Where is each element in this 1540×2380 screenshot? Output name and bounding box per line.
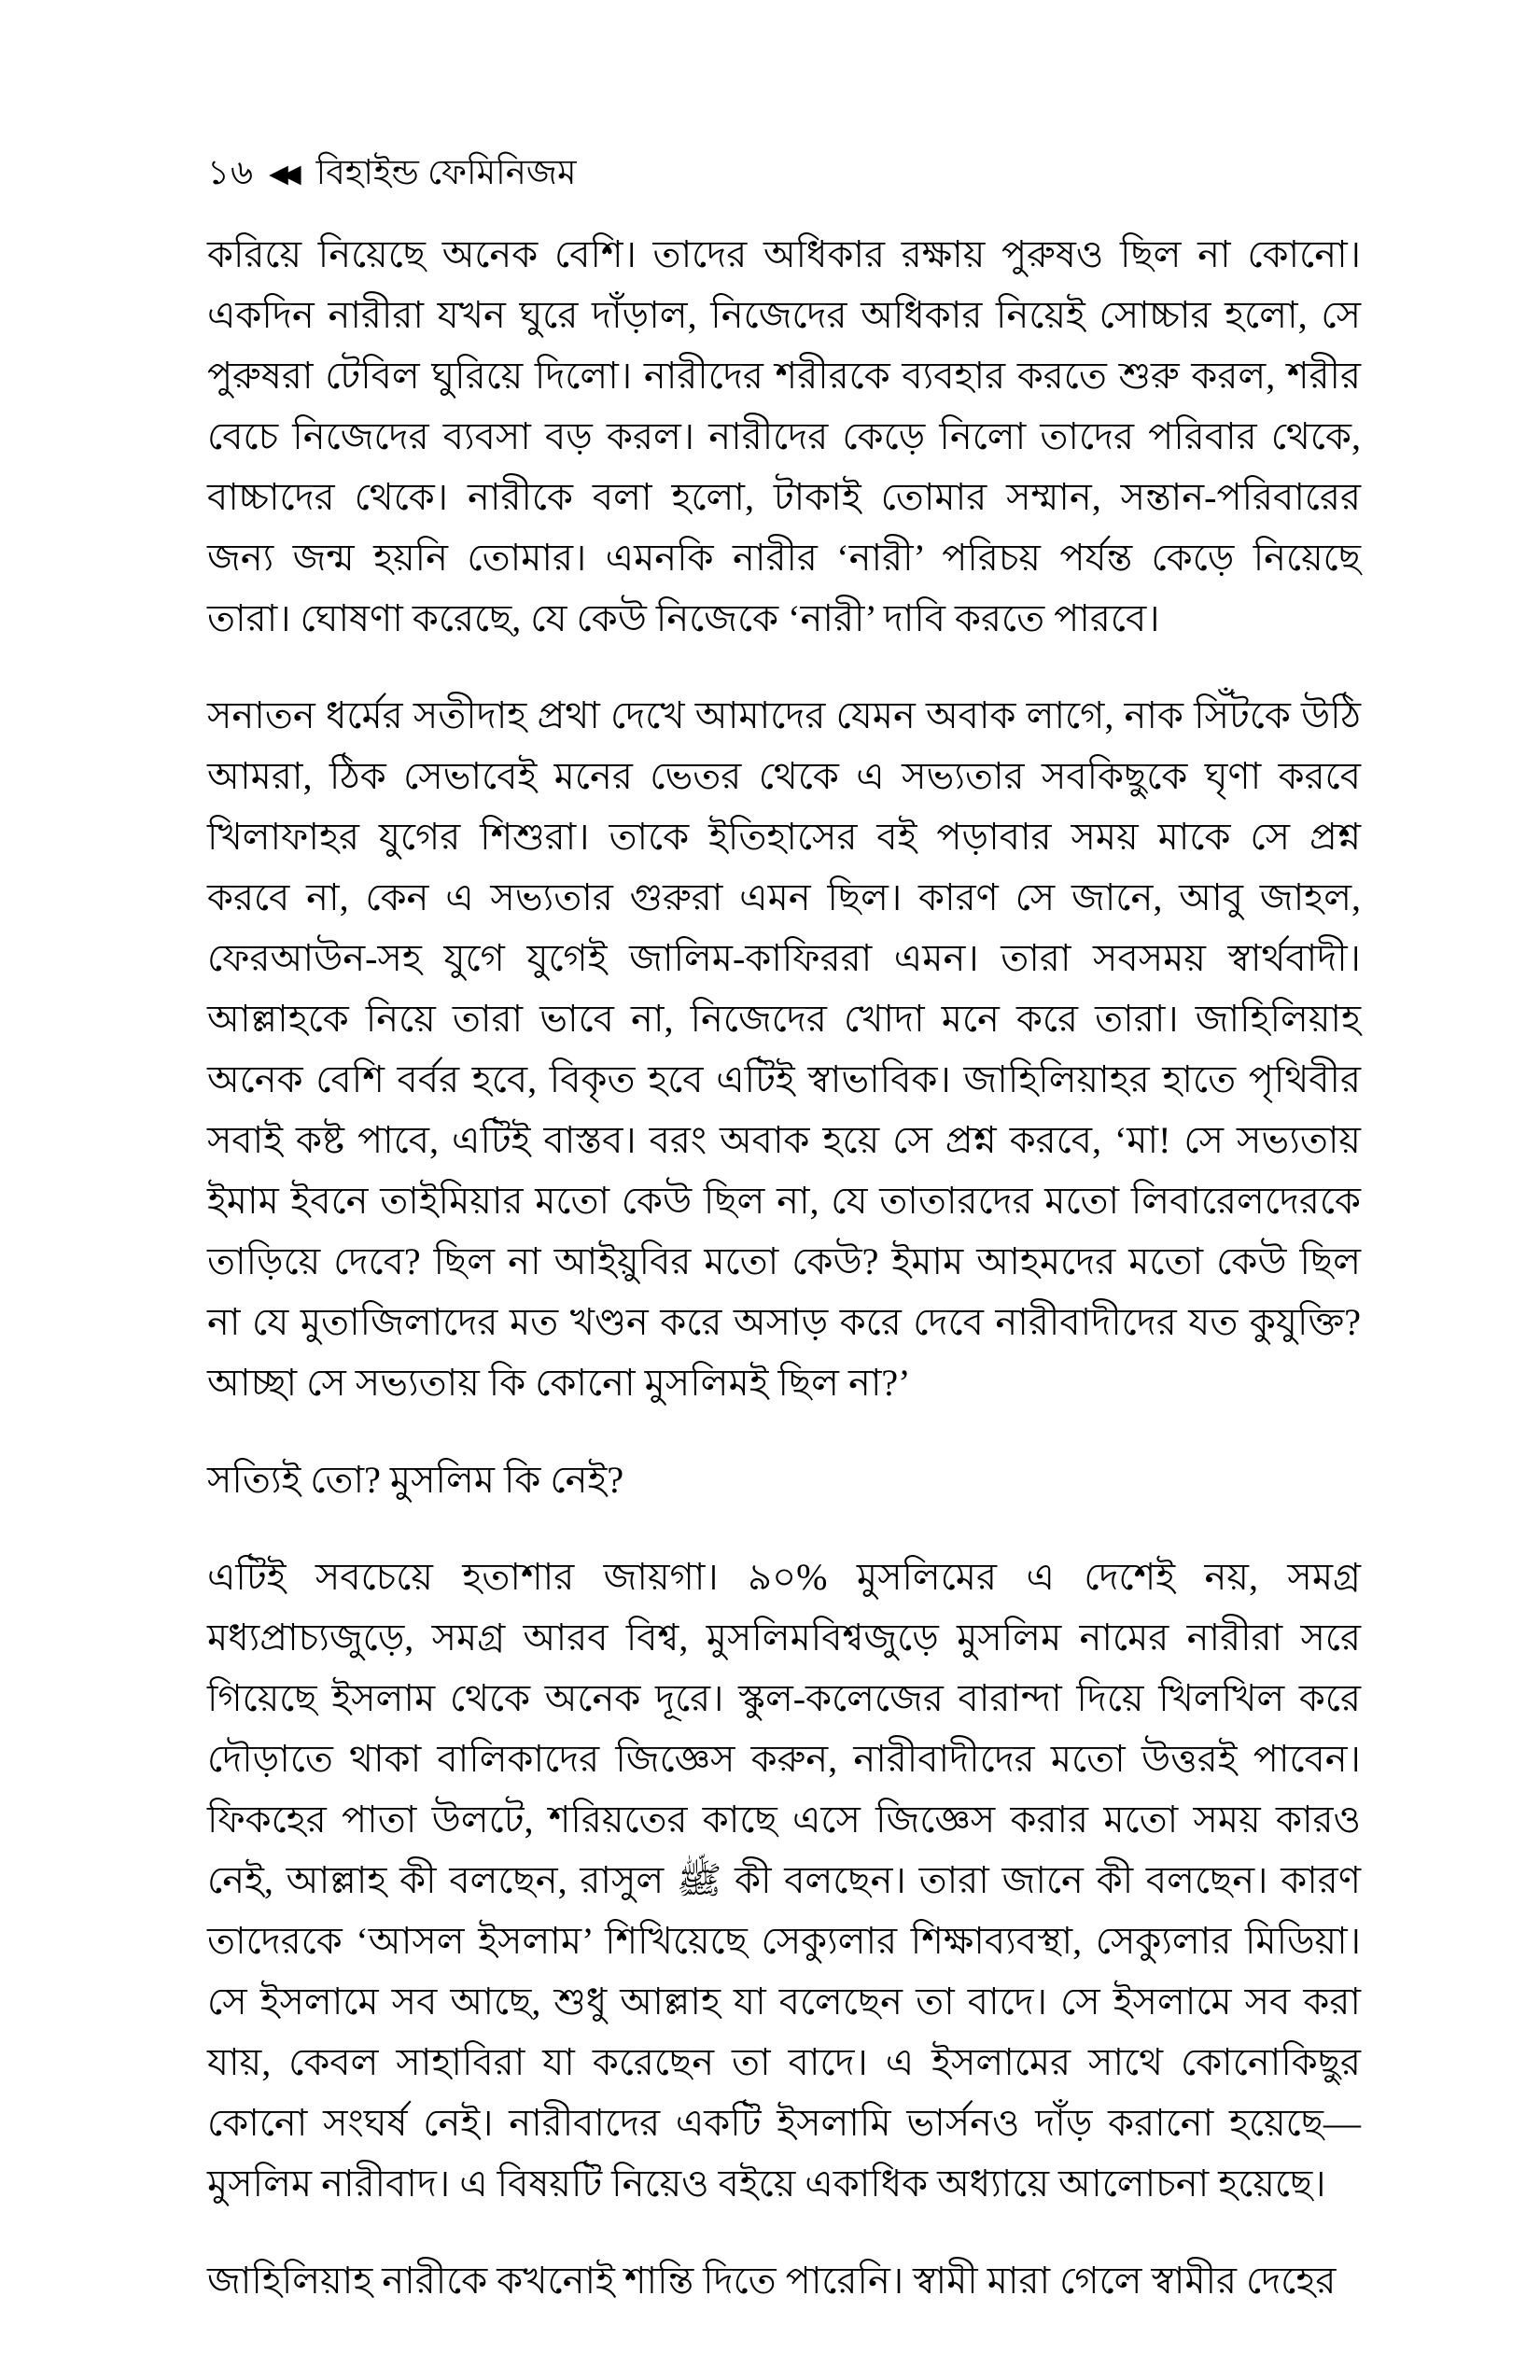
text-line: ফেরআউন-সহ যুগে যুগেই জালিম-কাফিররা এমন। তারা সবসময় স্বার্থবাদী। (207, 937, 1361, 979)
text-line: দৌড়াতে থাকা বালিকাদের জিজ্ঞেস করুন, নারীবাদীদের মতো উত্তরই পাবেন। (207, 1738, 1361, 1780)
text-line: মুসলিম নারীবাদ। এ বিষয়টি নিয়েও বইয়ে একাধিক অধ্যায়ে আলোচনা হয়েছে। (207, 2163, 1326, 2205)
text-line: তাড়িয়ে দেবে? ছিল না আইয়ুবির মতো কেউ? ইমাম আহমদের মতো কেউ ছিল (207, 1240, 1361, 1282)
text-line: তারা। ঘোষণা করেছে, যে কেউ নিজেকে ‘নারী’ দাবি করতে পারবে। (207, 597, 1160, 639)
text-line: কোনো সংঘর্ষ নেই। নারীবাদের একটি ইসলামি ভার্সনও দাঁড় করানো হয়েছে— (207, 2102, 1361, 2144)
text-line: নেই, আল্লাহ কী বলছেন, রাসুল ﷺ কী বলছেন। তারা জানে কী বলছেন। কারণ (207, 1859, 1362, 1901)
paragraph (207, 1449, 1361, 1510)
text-line: আচ্ছা সে সভ্যতায় কি কোনো মুসলিমই ছিল না?’ (207, 1362, 911, 1404)
text-line: বাচ্চাদের থেকে। নারীকে বলা হলো, টাকাই তোমার সম্মান, সন্তান-পরিবারের (207, 476, 1361, 518)
text-line: ফিকহের পাতা উলটে, শরিয়তের কাছে এসে জিজ্ঞেস করার মতো সময় কারও (207, 1799, 1361, 1841)
text-line: এটিই সবচেয়ে হতাশার জায়গা। ৯০% মুসলিমের এ দেশেই নয়, সমগ্র (207, 1556, 1361, 1598)
text-line: পুরুষরা টেবিল ঘুরিয়ে দিলো। নারীদের শরীরকে ব্যবহার করতে শুরু করল, শরীর (207, 355, 1361, 397)
page-number: ১৬ (207, 154, 255, 192)
text-line: আল্লাহকে নিয়ে তারা ভাবে না, নিজেদের খোদা মনে করে তারা। জাহিলিয়াহ (207, 998, 1361, 1040)
text-line: সে ইসলামে সব আছে, শুধু আল্লাহ যা বলেছেন তা বাদে। সে ইসলামে সব করা (207, 1981, 1361, 2023)
text-line: ইমাম ইবনে তাইমিয়ার মতো কেউ ছিল না, যে তাতারদের মতো লিবারেলদেরকে (207, 1180, 1361, 1222)
paragraph (207, 685, 1361, 1413)
text-line: খিলাফাহর যুগের শিশুরা। তাকে ইতিহাসের বই পড়াবার সময় মাকে সে প্রশ্ন (207, 816, 1361, 858)
text-line: বেচে নিজেদের ব্যবসা বড় করল। নারীদের কেড়ে নিলো তাদের পরিবার থেকে, (207, 415, 1361, 457)
text-line: করিয়ে নিয়েছে অনেক বেশি। তাদের অধিকার রক্ষায় পুরুষও ছিল না কোনো। (207, 233, 1361, 275)
paragraph (207, 224, 1361, 649)
text-line: অনেক বেশি বর্বর হবে, বিকৃত হবে এটিই স্বাভাবিক। জাহিলিয়াহর হাতে পৃথিবীর (207, 1058, 1361, 1100)
paragraph (207, 1547, 1361, 2214)
page-body (207, 224, 1361, 2347)
text-line: একদিন নারীরা যখন ঘুরে দাঁড়াল, নিজেদের অধিকার নিয়েই সোচ্চার হলো, সে (207, 294, 1361, 336)
text-line: মধ্যপ্রাচ্যজুড়ে, সমগ্র আরব বিশ্ব, মুসলিমবিশ্বজুড়ে মুসলিম নামের নারীরা সরে (207, 1617, 1361, 1659)
text-line: গিয়েছে ইসলাম থেকে অনেক দূরে। স্কুল-কলেজের বারান্দা দিয়ে খিলখিল করে (207, 1677, 1361, 1719)
text-line: তাদেরকে ‘আসল ইসলাম’ শিখিয়েছে সেক্যুলার শিক্ষাব্যবস্থা, সেক্যুলার মিডিয়া। (207, 1920, 1361, 1962)
page-header (207, 149, 1361, 200)
book-title: বিহাইন্ড ফেমিনিজম (315, 154, 577, 192)
text-line: সত্যিই তো? মুসলিম কি নেই? (207, 1459, 624, 1501)
text-line: সবাই কষ্ট পাবে, এটিই বাস্তব। বরং অবাক হয়ে সে প্রশ্ন করবে, ‘মা! সে সভ্যতায় (207, 1119, 1361, 1161)
text-line: আমরা, ঠিক সেভাবেই মনের ভেতর থেকে এ সভ্যতার সবকিছুকে ঘৃণা করবে (207, 755, 1361, 797)
text-line: করবে না, কেন এ সভ্যতার গুরুরা এমন ছিল। কারণ সে জানে, আবু জাহল, (207, 876, 1361, 918)
text-line: না যে মুতাজিলাদের মত খণ্ডন করে অসাড় করে দেবে নারীবাদীদের যত কুযুক্তি? (207, 1301, 1361, 1343)
text-line: জন্য জন্ম হয়নি তোমার। এমনকি নারীর ‘নারী’ পরিচয় পর্যন্ত কেড়ে নিয়েছে (207, 537, 1361, 579)
text-line: যায়, কেবল সাহাবিরা যা করেছেন তা বাদে। এ ইসলামের সাথে কোনোকিছুর (207, 2041, 1361, 2083)
paragraph (207, 2250, 1361, 2311)
double-left-triangle-icon: ◀◀ (269, 160, 295, 188)
text-line: সনাতন ধর্মের সতীদাহ প্রথা দেখে আমাদের যেমন অবাক লাগে, নাক সিঁটকে উঠি (207, 694, 1361, 736)
text-line: জাহিলিয়াহ নারীকে কখনোই শান্তি দিতে পারেনি। স্বামী মারা গেলে স্বামীর দেহের (207, 2260, 1337, 2302)
